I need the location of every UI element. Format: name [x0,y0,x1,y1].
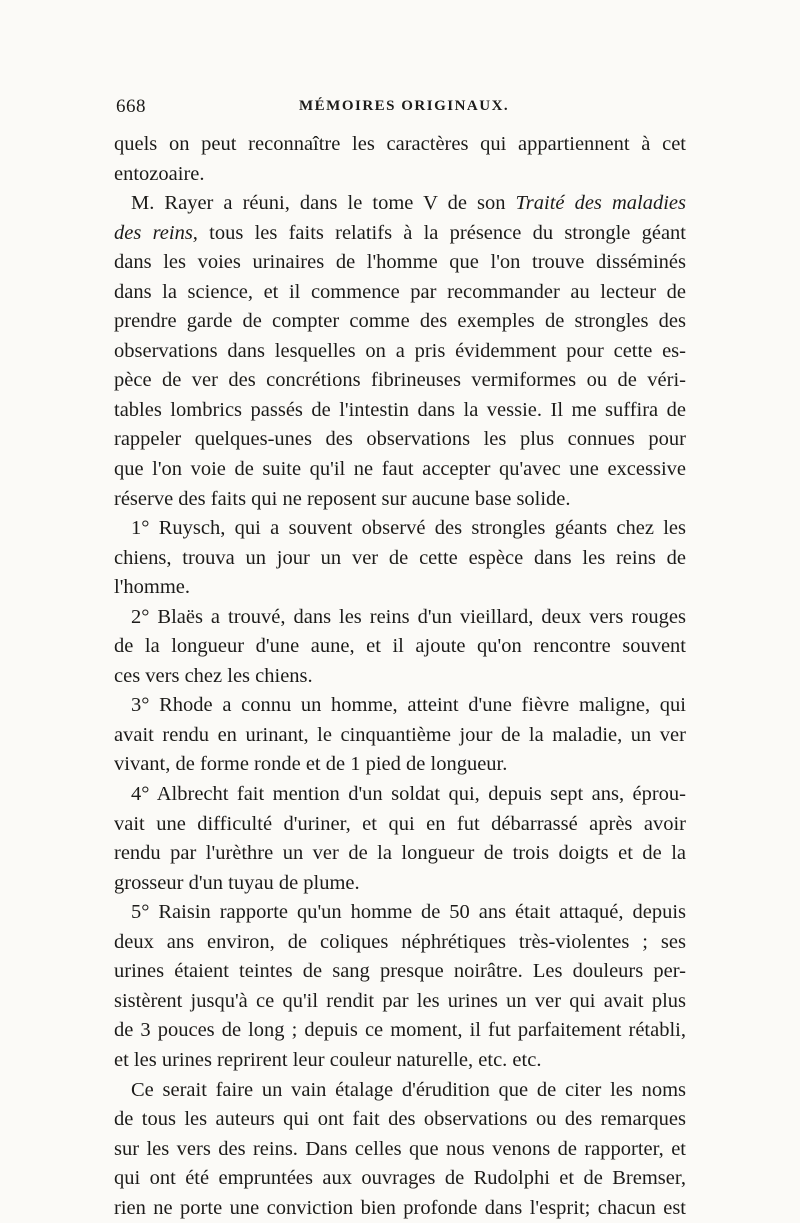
text-line [114,1076,686,1106]
text-line [114,662,686,692]
line-text: tables lombrics passés de l'intestin dans la vessie. Il me suffira de [114,398,686,421]
page-number: 668 [116,96,146,117]
line-text: 3° Rhode a connu un homme, atteint d'une fièvre maligne, qui [131,694,686,717]
text-line [114,514,686,544]
text-line [114,603,686,633]
line-text: 4° Albrecht fait mention d'un soldat qui, depuis sept ans, éprou- [131,783,686,806]
text-line [114,691,686,721]
text-line [114,485,686,515]
line-text: observations dans lesquelles on a pris évidemment pour cette es- [114,339,686,362]
line-text: de la longueur d'une aune, et il ajoute qu'on rencontre souvent [114,635,686,658]
text-line [114,1164,686,1194]
running-title: MÉMOIRES ORIGINAUX. [299,98,510,114]
line-text: dans les voies urinaires de l'homme que l'on trouve disséminés [114,251,686,274]
text-line [114,869,686,899]
text-line [114,130,686,160]
italic-text: des reins, [114,221,198,244]
text-line [114,750,686,780]
text-line [114,987,686,1017]
line-text: rendu par l'urèthre un ver de la longueur de trois doigts et de la [114,842,686,865]
italic-text: Traité des maladies [515,192,686,215]
line-text: vivant, de forme ronde et de 1 pied de longueur. [114,753,508,776]
line-text: 5° Raisin rapporte qu'un homme de 50 ans était attaqué, depuis [131,901,686,924]
text-line [114,189,686,219]
text-line [114,219,686,249]
line-text: 2° Blaës a trouvé, dans les reins d'un vieillard, deux vers rouges [131,605,686,628]
line-text: qui ont été empruntées aux ouvrages de Rudolphi et de Bremser, [114,1167,686,1190]
text-line [114,1046,686,1076]
line-text: que l'on voie de suite qu'il ne faut accepter qu'avec une excessive [114,458,686,481]
line-text: deux ans environ, de coliques néphrétiques très-violentes ; ses [114,930,686,953]
line-text: de 3 pouces de long ; depuis ce moment, il fut parfaitement rétabli, [114,1019,686,1042]
line-text: rien ne porte une conviction bien profonde dans l'esprit; chacun est [114,1196,686,1219]
line-text: sur les vers des reins. Dans celles que nous venons de rapporter, et [114,1137,686,1160]
text-line [114,898,686,928]
line-text: ces vers chez les chiens. [114,664,313,687]
line-text: sistèrent jusqu'à ce qu'il rendit par les urines un ver qui avait plus [114,989,686,1012]
text-line [114,721,686,751]
text-line [114,1194,686,1223]
text-line [114,248,686,278]
text-line [114,337,686,367]
line-text: dans la science, et il commence par recommander au lecteur de [114,280,686,303]
line-text: grosseur d'un tuyau de plume. [114,871,360,894]
text-line [114,810,686,840]
text-line [114,544,686,574]
text-line [114,632,686,662]
line-text: tous les faits relatifs à la présence du strongle géant [197,221,686,244]
line-text: vait une difficulté d'uriner, et qui en fut débarrassé après avoir [114,812,686,835]
text-line [114,928,686,958]
text-line [114,839,686,869]
text-line [114,1016,686,1046]
line-text: avait rendu en urinant, le cinquantième jour de la maladie, un ver [114,723,686,746]
text-line [114,366,686,396]
line-text: pèce de ver des concrétions fibrineuses vermiformes ou de véri- [114,369,686,392]
line-text: rappeler quelques-unes des observations les plus connues pour [114,428,686,451]
line-text: Ce serait faire un vain étalage d'érudition que de citer les noms [131,1078,686,1101]
line-text: prendre garde de compter comme des exemples de strongles des [114,310,686,333]
text-line [114,307,686,337]
line-text: chiens, trouva un jour un ver de cette espèce dans les reins de [114,546,686,569]
line-text: quels on peut reconnaître les caractères qui appartiennent à cet [114,133,686,155]
text-line [114,957,686,987]
text-line [114,1135,686,1165]
text-line [114,396,686,426]
page-header [116,96,686,122]
text-line [114,160,686,190]
text-line [114,278,686,308]
line-text: l'homme. [114,576,191,599]
line-text: de tous les auteurs qui ont fait des observations ou des remarques [114,1108,686,1131]
line-text: et les urines reprirent leur couleur naturelle, etc. etc. [114,1048,542,1071]
line-text: urines étaient teintes de sang presque noirâtre. Les douleurs per- [114,960,686,983]
line-text: entozoaire. [114,162,205,185]
line-text: M. Rayer a réuni, dans le tome V de son [131,192,516,215]
text-line [114,455,686,485]
body-text [114,130,686,1223]
line-text: réserve des faits qui ne reposent sur aucune base solide. [114,487,571,510]
text-line [114,573,686,603]
text-line [114,1105,686,1135]
text-line [114,780,686,810]
text-line [114,425,686,455]
line-text: 1° Ruysch, qui a souvent observé des strongles géants chez les [131,517,686,540]
